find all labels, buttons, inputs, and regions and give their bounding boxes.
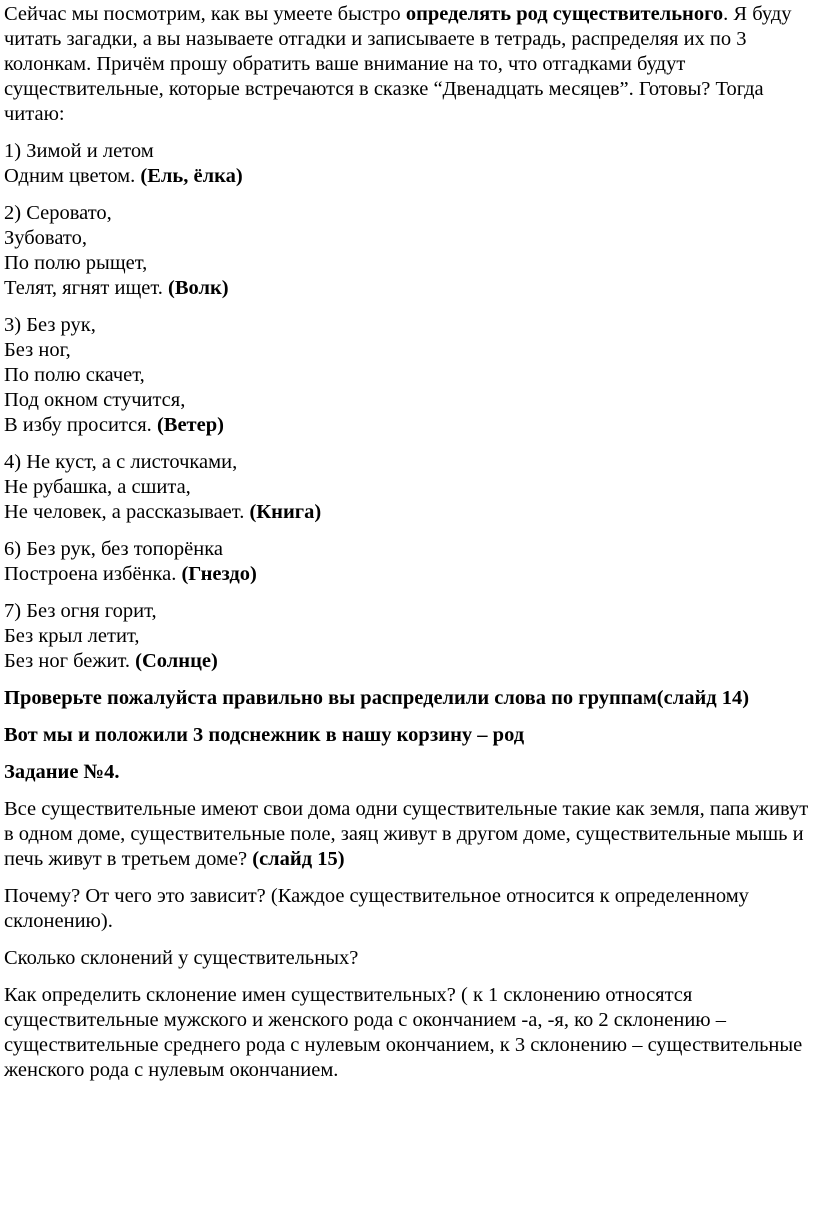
riddle-last-line — [4, 649, 812, 674]
intro-paragraph — [4, 2, 812, 127]
riddle-last-line-text: Одним цветом. — [4, 165, 141, 187]
riddle-answer: (Солнце) — [135, 650, 218, 672]
riddle-line: 7) Без огня горит, — [4, 600, 157, 622]
riddle-last-line-text: Телят, ягнят ищет. — [4, 277, 169, 299]
check-instruction: Проверьте пожалуйста правильно вы распределили слова по группам(слайд 14) — [4, 687, 750, 709]
riddle-last-line-text: В избу просится. — [4, 414, 157, 436]
riddle-3 — [4, 313, 812, 438]
intro-text-start: Сейчас мы посмотрим, как вы умеете быстро — [4, 3, 406, 25]
riddle-answer: (Ель, ёлка) — [140, 165, 243, 187]
riddle-line: 6) Без рук, без топорёнка — [4, 538, 223, 560]
slide-reference: (слайд 15) — [252, 848, 345, 870]
how-many-paragraph: Сколько склонений у существительных? — [4, 947, 359, 969]
riddle-1 — [4, 139, 812, 189]
riddle-line: Под окном стучится, — [4, 389, 186, 411]
task-heading: Задание №4. — [4, 761, 120, 783]
riddle-line: Без ног, — [4, 339, 71, 361]
riddle-last-line-text: Не человек, а рассказывает. — [4, 501, 250, 523]
why-paragraph: Почему? От чего это зависит? (Каждое существительное относится к определенному склонению). — [4, 885, 749, 932]
how-define-paragraph: Как определить склонение имен существительных? ( к 1 склонению относятся существительные мужского и женского рода с окончанием -а, -я, ко 2 склонению – существительные среднего рода с нулевым окончанием, к 3 склонению – существительные женского рода с нулевым окончанием. — [4, 984, 803, 1081]
riddle-line: 4) Не куст, а с листочками, — [4, 451, 238, 473]
riddle-7 — [4, 599, 812, 674]
intro-text-end: . Я буду читать загадки, а вы называете отгадки и записываете в тетрадь, распределяя их по 3 колонкам. Причём прошу обратить ваше внимание на то, что отгадками будут существительные, которые встречаются в сказке “Двенадцать месяцев”. Готовы? Тогда читаю: — [4, 3, 792, 125]
intro-bold-phrase: определять род существительного — [405, 3, 724, 25]
riddle-6 — [4, 537, 812, 587]
riddle-last-line — [4, 164, 812, 189]
riddle-line: 1) Зимой и летом — [4, 140, 154, 162]
riddle-last-line — [4, 413, 812, 438]
riddle-answer: (Ветер) — [156, 414, 224, 436]
riddle-answer: (Волк) — [168, 277, 229, 299]
riddle-4 — [4, 450, 812, 525]
riddle-2 — [4, 201, 812, 301]
riddle-line: Зубовато, — [4, 227, 87, 249]
riddle-line: По полю рыщет, — [4, 252, 148, 274]
riddle-last-line-text: Построена избёнка. — [4, 563, 182, 585]
riddle-last-line — [4, 562, 812, 587]
riddle-last-line — [4, 276, 812, 301]
riddle-line: По полю скачет, — [4, 364, 145, 386]
riddle-last-line — [4, 500, 812, 525]
riddle-answer: (Гнездо) — [181, 563, 257, 585]
riddle-line: Без крыл летит, — [4, 625, 140, 647]
basket-statement: Вот мы и положили 3 подснежник в нашу корзину – род — [4, 724, 525, 746]
riddle-line: 2) Серовато, — [4, 202, 112, 224]
riddle-line: 3) Без рук, — [4, 314, 96, 336]
riddle-line: Не рубашка, а сшита, — [4, 476, 191, 498]
task-text: Все существительные имеют свои дома одни существительные такие как земля, папа живут в одном доме, существительные поле, заяц живут в другом доме, существительные мышь и печь живут в третьем доме? — [4, 798, 809, 870]
riddle-answer: (Книга) — [249, 501, 322, 523]
riddle-last-line-text: Без ног бежит. — [4, 650, 136, 672]
task-paragraph — [4, 797, 812, 872]
